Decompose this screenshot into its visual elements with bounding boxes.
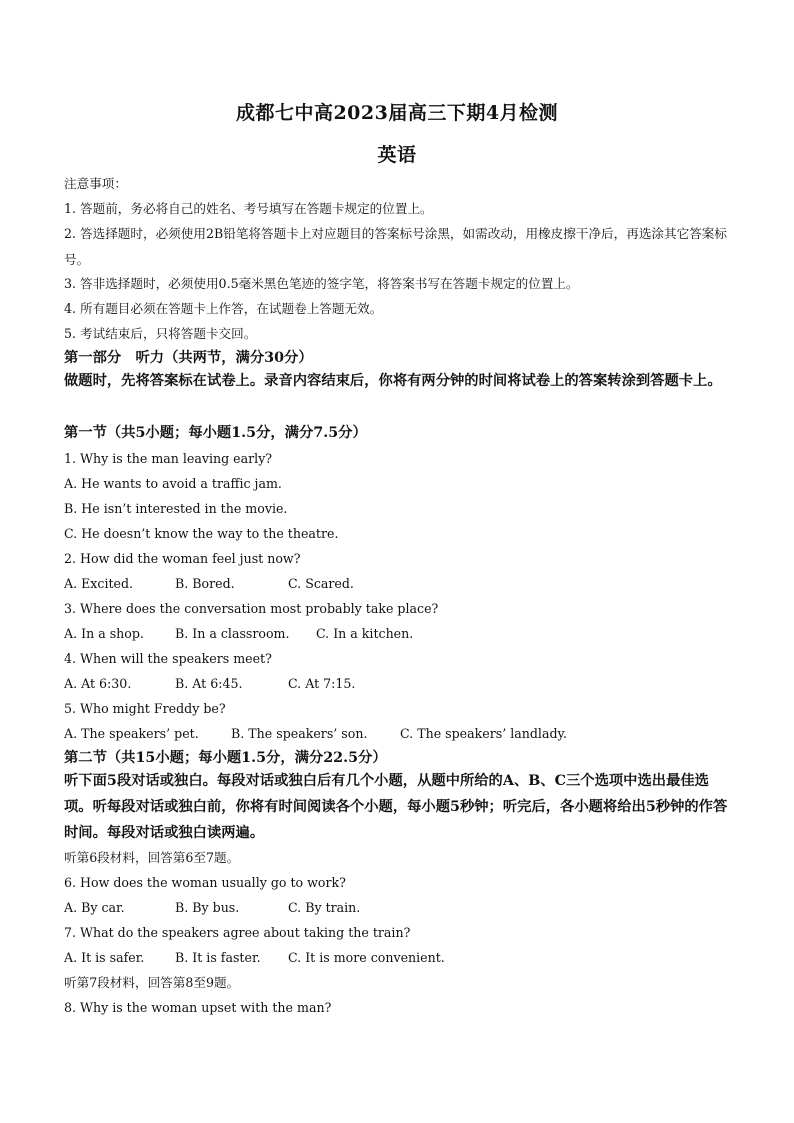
notice-item-1: 1. 答题前，务必将自己的姓名、考号填写在答题卡规定的位置上。 [64, 201, 433, 216]
question-3-option-b: B. In a classroom. [175, 626, 290, 641]
material-6-label: 听第6段材料，回答第6至7题。 [64, 850, 240, 865]
question-4-option-c: C. At 7:15. [288, 676, 356, 691]
question-2-option-c: C. Scared. [288, 576, 354, 591]
question-6-option-a: A. By car. [64, 900, 125, 915]
question-2-option-a: A. Excited. [64, 576, 134, 591]
material-7-label: 听第7段材料，回答第8至9题。 [64, 975, 240, 990]
question-2-option-b: B. Bored. [175, 576, 235, 591]
question-1-option-c: C. He doesn’t know the way to the theatre. [64, 526, 339, 541]
question-6-stem: 6. How does the woman usually go to work? [64, 875, 346, 890]
question-7-stem: 7. What do the speakers agree about taking the train? [64, 925, 411, 940]
question-5-option-a: A. The speakers’ pet. [64, 726, 199, 741]
question-5-option-b: B. The speakers’ son. [231, 726, 368, 741]
question-1-option-b: B. He isn’t interested in the movie. [64, 501, 288, 516]
question-3-stem: 3. Where does the conversation most probably take place? [64, 601, 439, 616]
question-7-option-b: B. It is faster. [175, 950, 261, 965]
subject-title: 英语 [377, 144, 417, 166]
notice-heading: 注意事项： [64, 176, 127, 191]
question-4-stem: 4. When will the speakers meet? [64, 651, 272, 666]
section1-heading: 第一节（共5小题；每小题1.5分，满分7.5分） [64, 425, 367, 441]
question-3-option-c: C. In a kitchen. [316, 626, 414, 641]
question-4-option-b: B. At 6:45. [175, 676, 243, 691]
question-3-option-a: A. In a shop. [64, 626, 144, 641]
question-6-option-c: C. By train. [288, 900, 361, 915]
question-1-stem: 1. Why is the man leaving early? [64, 451, 273, 466]
notice-item-4: 4. 所有题目必须在答题卡上作答，在试题卷上答题无效。 [64, 301, 383, 316]
question-7-option-a: A. It is safer. [64, 950, 145, 965]
question-4-option-a: A. At 6:30. [64, 676, 132, 691]
exam-title: 成都七中高2023届高三下期4月检测 [235, 102, 559, 124]
notice-item-2: 2. 答选择题时，必须使用2B铅笔将答题卡上对应题目的答案标号涂黑，如需改动，用橡皮擦干净后，再选涂其它答案标号。 [64, 226, 727, 267]
part1-instruction: 做题时，先将答案标在试卷上。录音内容结束后，你将有两分钟的时间将试卷上的答案转涂到答题卡上。 [64, 373, 722, 389]
part1-heading: 第一部分 听力（共两节，满分30分） [64, 350, 313, 366]
section2-heading: 第二节（共15小题；每小题1.5分，满分22.5分） [64, 750, 387, 766]
question-1-option-a: A. He wants to avoid a traffic jam. [64, 476, 282, 491]
question-5-stem: 5. Who might Freddy be? [64, 701, 226, 716]
question-6-option-b: B. By bus. [175, 900, 240, 915]
question-2-stem: 2. How did the woman feel just now? [64, 551, 301, 566]
question-8-stem: 8. Why is the woman upset with the man? [64, 1000, 332, 1015]
notice-item-3: 3. 答非选择题时，必须使用0.5毫米黑色笔迹的签字笔，将答案书写在答题卡规定的位置上。 [64, 276, 579, 291]
section2-instruction: 听下面5段对话或独白。每段对话或独白后有几个小题，从题中所给的A、B、C三个选项中选出最佳选项。听每段对话或独白前，你将有时间阅读各个小题，每小题5秒钟；听完后，各小题将给出5秒钟的作答时间。每段对话或独白读两遍。 [64, 773, 728, 841]
notice-item-5: 5. 考试结束后，只将答题卡交回。 [64, 326, 257, 341]
question-7-option-c: C. It is more convenient. [288, 950, 445, 965]
question-5-option-c: C. The speakers’ landlady. [400, 726, 567, 741]
